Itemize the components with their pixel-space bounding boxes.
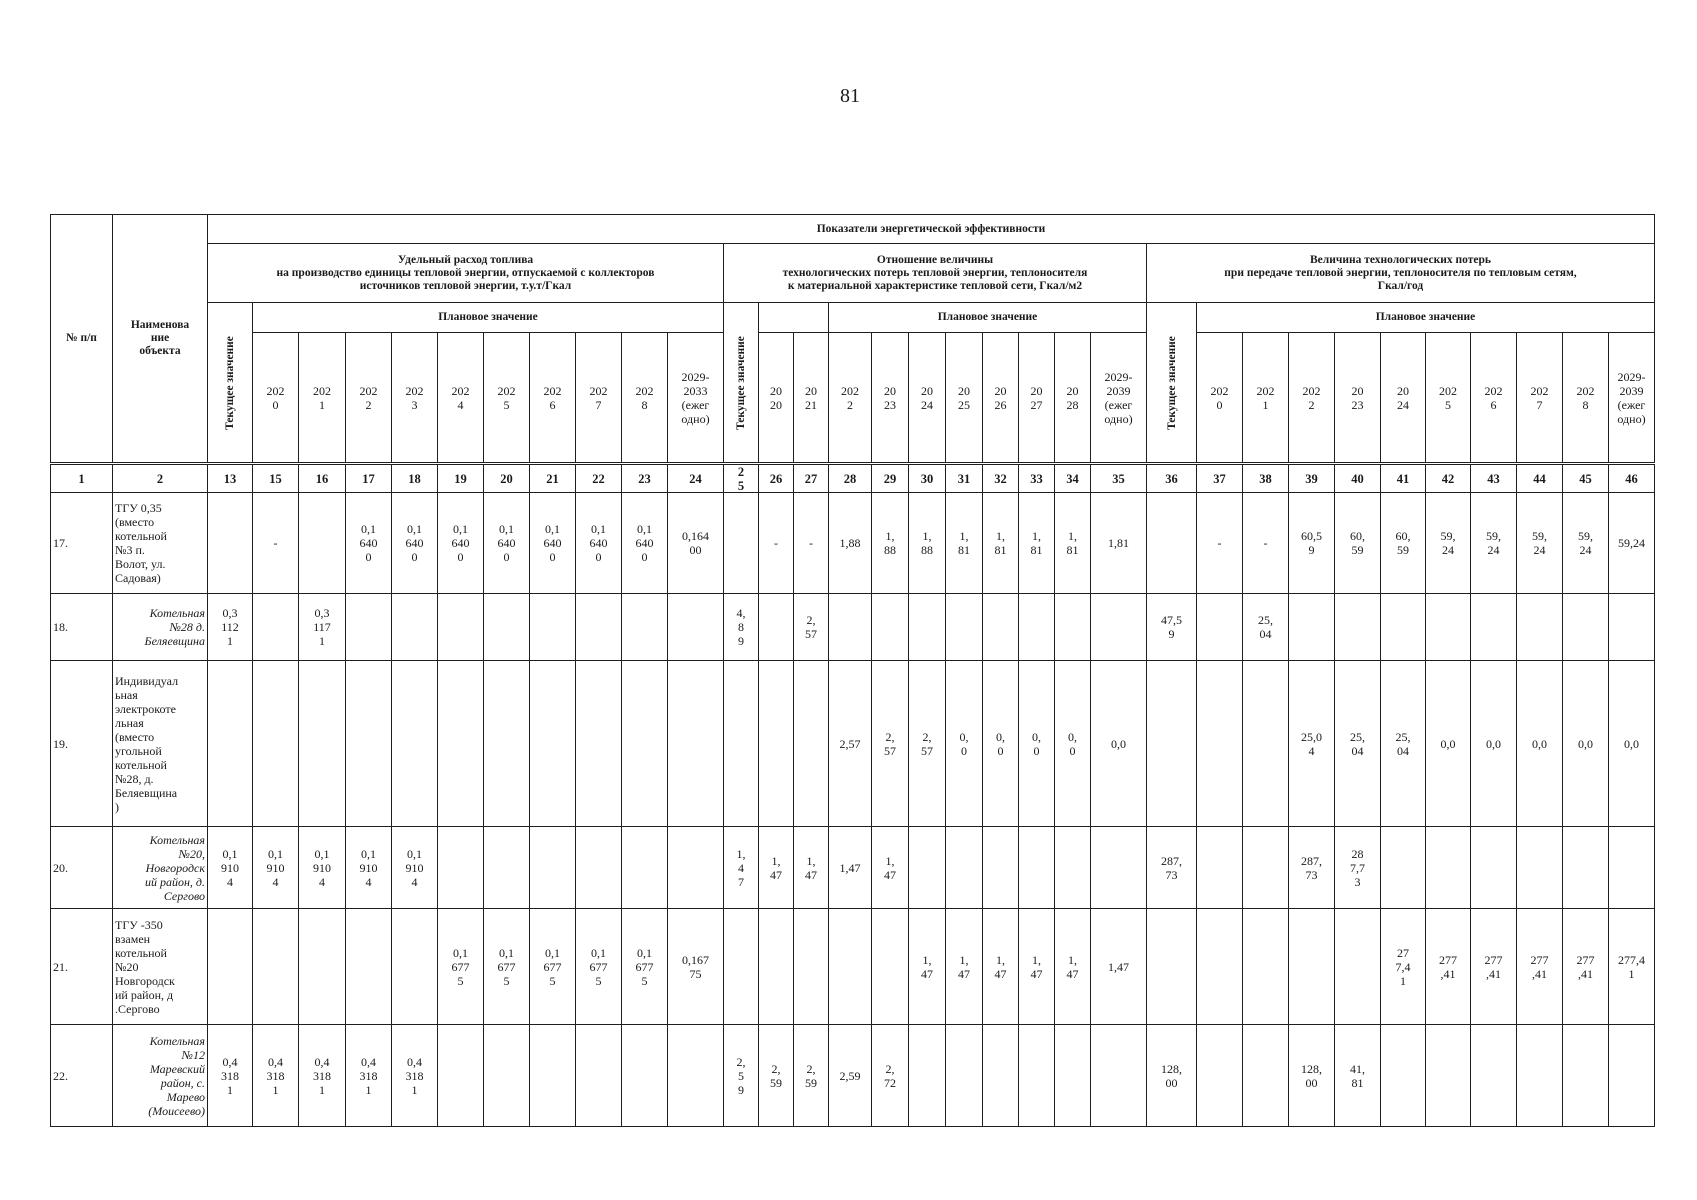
value-cell: - [1242, 492, 1289, 594]
value-cell [1242, 908, 1289, 1025]
value-cell: 0,0 [1608, 660, 1655, 827]
year-header: 202 6 [1470, 332, 1517, 463]
value-cell [945, 826, 983, 909]
value-cell: 0,4 318 1 [298, 1024, 346, 1127]
value-cell: 2, 72 [871, 1024, 909, 1127]
header-group-loss-ratio: Отношение величины технологических потерь тепловой энергии, теплоносителя к материальной характеристике тепловой сети, Гкал/м2 [723, 243, 1147, 303]
value-cell [828, 593, 872, 661]
value-cell [437, 826, 484, 909]
value-cell [1380, 826, 1426, 909]
value-cell [982, 1024, 1019, 1127]
value-cell [621, 593, 668, 661]
header-current-value-3 [1146, 302, 1197, 463]
header-planned-value-1: Плановое значение [252, 302, 724, 333]
value-cell: 2, 57 [793, 593, 829, 661]
header-current-value-1-label: Текущее значение [224, 335, 237, 430]
year-header: 20 23 [1334, 332, 1381, 463]
value-cell [1196, 908, 1243, 1025]
header-current-value-2 [723, 302, 759, 463]
column-number: 2 [112, 464, 208, 493]
year-header: 20 26 [982, 332, 1019, 463]
column-number: 15 [252, 464, 299, 493]
value-cell: 0,1 640 0 [575, 492, 622, 594]
year-header: 202 1 [298, 332, 346, 463]
value-cell [1090, 826, 1147, 909]
column-number: 45 [1562, 464, 1609, 493]
value-cell [1470, 1024, 1517, 1127]
value-cell [1562, 593, 1609, 661]
year-header: 202 4 [437, 332, 484, 463]
value-cell: 1,47 [828, 826, 872, 909]
column-header-number: № п/п [50, 214, 113, 463]
value-cell: 1, 47 [758, 826, 794, 909]
row-number: 19. [50, 660, 113, 827]
value-cell [871, 908, 909, 1025]
value-cell [758, 593, 794, 661]
value-cell [667, 660, 724, 827]
year-header: 202 2 [1288, 332, 1335, 463]
value-cell [483, 1024, 530, 1127]
value-cell: 277 ,41 [1425, 908, 1471, 1025]
value-cell [1242, 826, 1289, 909]
value-cell [575, 826, 622, 909]
header-blank-planned-segment [758, 302, 829, 333]
value-cell [1146, 492, 1197, 594]
value-cell [1242, 1024, 1289, 1127]
object-name: Индивидуал ьная электрокоте льная (вместо угольной котельной №28, д. Беляевщина ) [112, 660, 208, 827]
value-cell [1054, 826, 1091, 909]
value-cell [391, 593, 438, 661]
column-number: 22 [575, 464, 622, 493]
value-cell: 1, 47 [871, 826, 909, 909]
value-cell [575, 1024, 622, 1127]
value-cell [1090, 1024, 1147, 1127]
row-number: 20. [50, 826, 113, 909]
value-cell [1470, 593, 1517, 661]
object-name: Котельная №28 д. Беляевщина [112, 593, 208, 661]
value-cell [1146, 908, 1197, 1025]
year-header: 202 8 [621, 332, 668, 463]
header-planned-value-2: Плановое значение [828, 302, 1147, 333]
column-header-object-name: Наименова ние объекта [112, 214, 208, 463]
value-cell: 2,57 [828, 660, 872, 827]
column-number: 27 [793, 464, 829, 493]
value-cell [828, 908, 872, 1025]
value-cell: 59, 24 [1425, 492, 1471, 594]
value-cell [1054, 1024, 1091, 1127]
value-cell [1334, 593, 1381, 661]
value-cell: 25, 04 [1242, 593, 1289, 661]
year-header: 20 25 [945, 332, 983, 463]
value-cell [1196, 1024, 1243, 1127]
column-number: 1 [50, 464, 113, 493]
value-cell: 1, 47 [1054, 908, 1091, 1025]
value-cell: 0,4 318 1 [207, 1024, 253, 1127]
value-cell [1334, 908, 1381, 1025]
value-cell: 1, 47 [908, 908, 946, 1025]
value-cell [1608, 593, 1655, 661]
value-cell: 2,59 [828, 1024, 872, 1127]
value-cell [252, 660, 299, 827]
value-cell [908, 593, 946, 661]
value-cell: 2, 5 9 [723, 1024, 759, 1127]
value-cell: 1, 81 [945, 492, 983, 594]
year-header: 20 27 [1018, 332, 1055, 463]
header-current-value-2-label: Текущее значение [735, 335, 748, 430]
value-cell: 59,24 [1608, 492, 1655, 594]
value-cell: 128, 00 [1288, 1024, 1335, 1127]
column-number: 2 5 [723, 464, 759, 493]
value-cell: 0,1 640 0 [437, 492, 484, 594]
value-cell [391, 908, 438, 1025]
value-cell [483, 593, 530, 661]
column-number: 41 [1380, 464, 1426, 493]
value-cell [252, 908, 299, 1025]
value-cell: 0,1 910 4 [252, 826, 299, 909]
value-cell: 59, 24 [1516, 492, 1563, 594]
value-cell [982, 593, 1019, 661]
value-cell [1196, 826, 1243, 909]
value-cell [1516, 1024, 1563, 1127]
value-cell: 28 7,7 3 [1334, 826, 1381, 909]
year-header: 20 23 [871, 332, 909, 463]
value-cell: 277,4 1 [1608, 908, 1655, 1025]
year-header: 202 0 [1196, 332, 1243, 463]
value-cell [1090, 593, 1147, 661]
value-cell: 1, 88 [908, 492, 946, 594]
header-current-value-3-label: Текущее значение [1165, 335, 1178, 430]
column-number: 28 [828, 464, 872, 493]
value-cell: 0,3 112 1 [207, 593, 253, 661]
value-cell: 128, 00 [1146, 1024, 1197, 1127]
value-cell [437, 593, 484, 661]
column-number: 37 [1196, 464, 1243, 493]
value-cell: 25, 04 [1334, 660, 1381, 827]
value-cell: 0,0 [1090, 660, 1147, 827]
value-cell [667, 826, 724, 909]
row-number: 18. [50, 593, 113, 661]
value-cell: 0,0 [1562, 660, 1609, 827]
value-cell: 0, 0 [1018, 660, 1055, 827]
value-cell [345, 660, 392, 827]
value-cell [1516, 826, 1563, 909]
value-cell: 0,3 117 1 [298, 593, 346, 661]
value-cell [758, 908, 794, 1025]
value-cell [621, 1024, 668, 1127]
year-header: 202 6 [529, 332, 576, 463]
value-cell [1146, 660, 1197, 827]
row-number: 22. [50, 1024, 113, 1127]
value-cell: 0,1 677 5 [575, 908, 622, 1025]
year-header: 2029- 2039 (ежег одно) [1608, 332, 1655, 463]
value-cell [252, 593, 299, 661]
value-cell [1470, 826, 1517, 909]
column-number: 42 [1425, 464, 1471, 493]
value-cell: 287, 73 [1146, 826, 1197, 909]
value-cell [758, 660, 794, 827]
year-header: 202 5 [1425, 332, 1471, 463]
value-cell [1562, 826, 1609, 909]
value-cell: 0,1 677 5 [483, 908, 530, 1025]
value-cell [1018, 593, 1055, 661]
column-number: 43 [1470, 464, 1517, 493]
value-cell [575, 593, 622, 661]
column-number: 24 [667, 464, 724, 493]
value-cell: 2, 57 [871, 660, 909, 827]
value-cell [1608, 1024, 1655, 1127]
value-cell: 287, 73 [1288, 826, 1335, 909]
value-cell: 25, 04 [1380, 660, 1426, 827]
value-cell [1288, 593, 1335, 661]
value-cell: 0,1 640 0 [345, 492, 392, 594]
page-number: 81 [840, 85, 860, 107]
value-cell [207, 908, 253, 1025]
year-header: 20 24 [1380, 332, 1426, 463]
value-cell: 0,1 910 4 [207, 826, 253, 909]
year-header: 202 2 [345, 332, 392, 463]
year-header: 202 8 [1562, 332, 1609, 463]
column-number: 19 [437, 464, 484, 493]
value-cell: 277 ,41 [1516, 908, 1563, 1025]
column-number: 40 [1334, 464, 1381, 493]
value-cell [1380, 1024, 1426, 1127]
header-planned-value-3: Плановое значение [1196, 302, 1655, 333]
value-cell: 1,88 [828, 492, 872, 594]
value-cell [908, 826, 946, 909]
value-cell [1242, 660, 1289, 827]
value-cell [298, 660, 346, 827]
value-cell [723, 908, 759, 1025]
value-cell [945, 593, 983, 661]
column-number: 35 [1090, 464, 1147, 493]
value-cell: 0,1 910 4 [298, 826, 346, 909]
value-cell: 1,81 [1090, 492, 1147, 594]
value-cell [529, 826, 576, 909]
value-cell: - [252, 492, 299, 594]
value-cell [345, 908, 392, 1025]
column-number: 16 [298, 464, 346, 493]
value-cell [1425, 1024, 1471, 1127]
row-number: 21. [50, 908, 113, 1025]
value-cell: 1, 81 [982, 492, 1019, 594]
value-cell: - [793, 492, 829, 594]
value-cell: 0,1 677 5 [437, 908, 484, 1025]
column-number: 13 [207, 464, 253, 493]
value-cell: 1, 47 [982, 908, 1019, 1025]
object-name: ТГУ 0,35 (вместо котельной №3 п. Волот, ул. Садовая) [112, 492, 208, 594]
value-cell: 59, 24 [1562, 492, 1609, 594]
value-cell: 1, 47 [1018, 908, 1055, 1025]
value-cell: 0,0 [1470, 660, 1517, 827]
value-cell [982, 826, 1019, 909]
value-cell: 0,4 318 1 [391, 1024, 438, 1127]
object-name: Котельная №12 Маревский район, с. Марево (Моисеево) [112, 1024, 208, 1127]
year-header: 2029- 2033 (ежег одно) [667, 332, 724, 463]
value-cell [1516, 593, 1563, 661]
value-cell: 60, 59 [1380, 492, 1426, 594]
year-header: 20 28 [1054, 332, 1091, 463]
value-cell [1018, 1024, 1055, 1127]
value-cell: 277 ,41 [1470, 908, 1517, 1025]
value-cell [621, 660, 668, 827]
value-cell: 1, 47 [945, 908, 983, 1025]
header-group-tech-losses: Величина технологических потерь при передаче тепловой энергии, теплоносителя по тепловым сетям, Гкал/год [1146, 243, 1655, 303]
column-number: 32 [982, 464, 1019, 493]
value-cell: 0, 0 [1054, 660, 1091, 827]
column-number: 30 [908, 464, 946, 493]
value-cell [793, 908, 829, 1025]
value-cell [207, 492, 253, 594]
column-number: 36 [1146, 464, 1197, 493]
value-cell: 0,167 75 [667, 908, 724, 1025]
value-cell [1288, 908, 1335, 1025]
value-cell [483, 660, 530, 827]
value-cell [298, 492, 346, 594]
column-number: 29 [871, 464, 909, 493]
column-number: 44 [1516, 464, 1563, 493]
header-group-fuel-consumption: Удельный расход топлива на производство единицы тепловой энергии, отпускаемой с коллекторов источников тепловой энергии, т.у.т/Гкал [207, 243, 724, 303]
column-number: 46 [1608, 464, 1655, 493]
value-cell [529, 593, 576, 661]
value-cell: - [1196, 492, 1243, 594]
year-header: 202 0 [252, 332, 299, 463]
value-cell [621, 826, 668, 909]
column-number: 31 [945, 464, 983, 493]
value-cell: 0,1 640 0 [529, 492, 576, 594]
value-cell [1425, 593, 1471, 661]
year-header: 2029- 2039 (ежег одно) [1090, 332, 1147, 463]
column-number: 39 [1288, 464, 1335, 493]
value-cell: 0,1 640 0 [483, 492, 530, 594]
value-cell [723, 660, 759, 827]
column-number: 33 [1018, 464, 1055, 493]
row-number: 17. [50, 492, 113, 594]
value-cell: 0,1 910 4 [345, 826, 392, 909]
year-header: 20 24 [908, 332, 946, 463]
value-cell: 41, 81 [1334, 1024, 1381, 1127]
value-cell: - [758, 492, 794, 594]
value-cell [908, 1024, 946, 1127]
year-header: 20 21 [793, 332, 829, 463]
value-cell: 60,5 9 [1288, 492, 1335, 594]
value-cell [207, 660, 253, 827]
value-cell: 0,0 [1425, 660, 1471, 827]
value-cell [575, 660, 622, 827]
value-cell [529, 660, 576, 827]
column-number: 18 [391, 464, 438, 493]
value-cell [391, 660, 438, 827]
value-cell: 0, 0 [945, 660, 983, 827]
value-cell [945, 1024, 983, 1127]
header-energy-efficiency: Показатели энергетической эффективности [207, 214, 1655, 244]
value-cell [1425, 826, 1471, 909]
value-cell: 277 ,41 [1562, 908, 1609, 1025]
value-cell: 0,1 640 0 [621, 492, 668, 594]
column-number: 34 [1054, 464, 1091, 493]
value-cell: 0, 0 [982, 660, 1019, 827]
value-cell [1562, 1024, 1609, 1127]
value-cell [1608, 826, 1655, 909]
value-cell [667, 1024, 724, 1127]
value-cell: 2, 59 [758, 1024, 794, 1127]
value-cell [667, 593, 724, 661]
year-header: 202 1 [1242, 332, 1289, 463]
object-name: Котельная №20, Новгородск ий район, д. Сергово [112, 826, 208, 909]
value-cell [1196, 660, 1243, 827]
value-cell [529, 1024, 576, 1127]
year-header: 202 2 [828, 332, 872, 463]
value-cell: 0,164 00 [667, 492, 724, 594]
value-cell [345, 593, 392, 661]
value-cell: 59, 24 [1470, 492, 1517, 594]
year-header: 20 20 [758, 332, 794, 463]
value-cell [298, 908, 346, 1025]
year-header: 202 5 [483, 332, 530, 463]
value-cell: 1, 47 [793, 826, 829, 909]
value-cell: 4, 8 9 [723, 593, 759, 661]
year-header: 202 7 [1516, 332, 1563, 463]
value-cell [1380, 593, 1426, 661]
value-cell: 2, 57 [908, 660, 946, 827]
value-cell: 1, 88 [871, 492, 909, 594]
value-cell [793, 660, 829, 827]
value-cell [1054, 593, 1091, 661]
column-number: 17 [345, 464, 392, 493]
header-current-value-1 [207, 302, 253, 463]
value-cell: 0,0 [1516, 660, 1563, 827]
value-cell [871, 593, 909, 661]
column-number: 23 [621, 464, 668, 493]
column-number: 21 [529, 464, 576, 493]
value-cell [1196, 593, 1243, 661]
value-cell: 0,4 318 1 [345, 1024, 392, 1127]
value-cell: 0,1 910 4 [391, 826, 438, 909]
value-cell [1018, 826, 1055, 909]
column-number: 26 [758, 464, 794, 493]
value-cell: 0,1 677 5 [621, 908, 668, 1025]
value-cell [483, 826, 530, 909]
value-cell: 1, 81 [1018, 492, 1055, 594]
year-header: 202 3 [391, 332, 438, 463]
value-cell: 2, 59 [793, 1024, 829, 1127]
column-number: 20 [483, 464, 530, 493]
value-cell: 47,5 9 [1146, 593, 1197, 661]
value-cell [437, 1024, 484, 1127]
value-cell [723, 492, 759, 594]
year-header: 202 7 [575, 332, 622, 463]
value-cell: 27 7,4 1 [1380, 908, 1426, 1025]
value-cell: 0,1 640 0 [391, 492, 438, 594]
value-cell: 60, 59 [1334, 492, 1381, 594]
value-cell: 1, 4 7 [723, 826, 759, 909]
object-name: ТГУ -350 взамен котельной №20 Новгородск ий район, д .Сергово [112, 908, 208, 1025]
value-cell: 25,0 4 [1288, 660, 1335, 827]
value-cell: 0,4 318 1 [252, 1024, 299, 1127]
value-cell [437, 660, 484, 827]
value-cell: 1,47 [1090, 908, 1147, 1025]
value-cell: 0,1 677 5 [529, 908, 576, 1025]
value-cell: 1, 81 [1054, 492, 1091, 594]
column-number: 38 [1242, 464, 1289, 493]
